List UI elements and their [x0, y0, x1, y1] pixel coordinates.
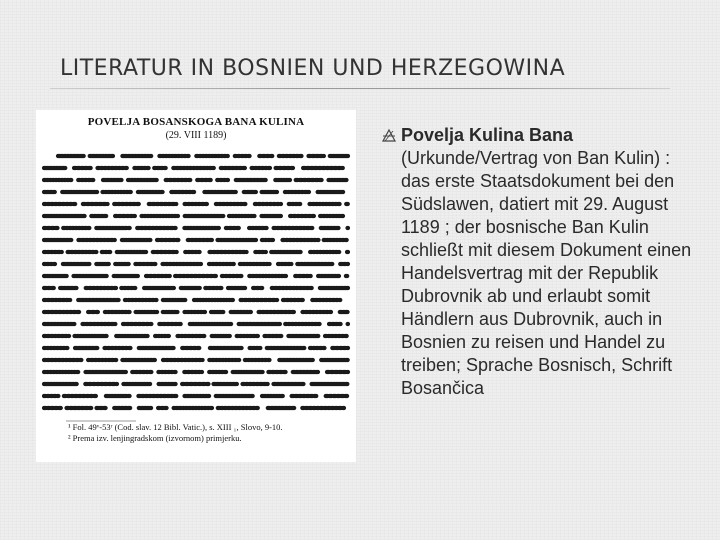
document-date: (29. VIII 1189) [165, 130, 227, 141]
slide-title: LITERATUR IN BOSNIEN UND HERZEGOWINA [60, 56, 566, 81]
title-underline [50, 88, 670, 89]
footnote-2: ² Prema izv. lenjingradskom (izvornom) primjerku. [68, 433, 242, 443]
cyrillic-text-scan [36, 110, 356, 462]
bullet-text [401, 124, 693, 400]
bullet-description: (Urkunde/Vertrag von Ban Kulin) : das erste Staatsdokument bei den Südslawen, datiert mit 29. August 1189 ; der bosnische Ban Kulin schließt mit diesem Dokument einen Handelsvertrag mit der Republik Dubrovnik ab und erlaubt somit Händlern aus Dubrovnik, auch in Bosnien zu reisen und Handel zu treiben; Sprache Bosnisch, Schrift Bosančica [401, 148, 692, 398]
document-heading: POVELJA BOSANSKOGA BANA KULINA [87, 116, 305, 128]
bullet-lead: Povelja Kulina Bana [401, 125, 574, 145]
charter-document-image [36, 110, 356, 462]
footnote-1: ¹ Fol. 49ᵛ-53ʳ (Cod. slav. 12 Bibl. Vatic.), s. XIII ₁, Slovo, 9-10. [68, 422, 283, 432]
bullet-icon [382, 128, 396, 142]
document-footnotes [68, 422, 348, 444]
